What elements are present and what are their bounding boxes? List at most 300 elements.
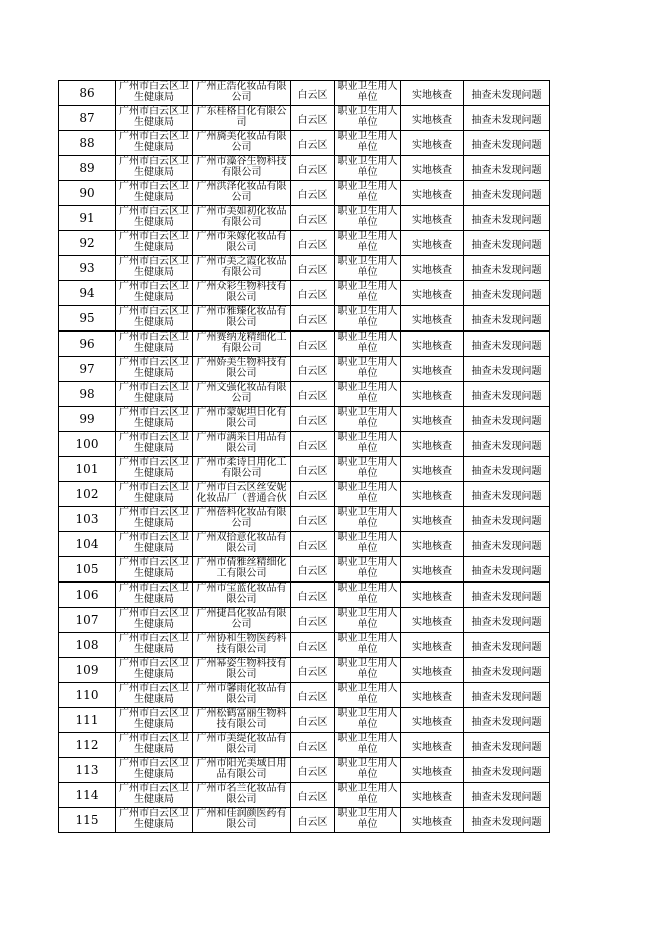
district-cell: 白云区 xyxy=(291,256,335,281)
agency-cell xyxy=(116,532,193,557)
company-cell-line-2: 限公司 xyxy=(226,292,257,303)
unit-type-cell-text xyxy=(335,683,400,707)
company-cell xyxy=(193,557,291,583)
district-cell: 白云区 xyxy=(291,357,335,382)
method-cell: 实地核查 xyxy=(401,181,464,206)
unit-type-cell xyxy=(335,281,401,306)
row-number: 92 xyxy=(59,231,116,256)
agency-cell-line-2: 生健康局 xyxy=(134,142,174,153)
company-cell-line-1: 广州蓓科化妆品有限 xyxy=(196,507,287,518)
unit-type-cell-line-2: 单位 xyxy=(357,493,378,504)
company-cell xyxy=(193,633,291,658)
result-cell: 抽查未发现问题 xyxy=(464,106,550,131)
agency-cell-line-2: 生健康局 xyxy=(134,92,174,103)
agency-cell-line-2: 生健康局 xyxy=(134,493,174,504)
unit-type-cell-line-2: 单位 xyxy=(357,543,378,554)
result-cell: 抽查未发现问题 xyxy=(464,256,550,281)
company-cell-line-1: 广州市满采日用品有 xyxy=(196,432,287,443)
unit-type-cell-line-1: 职业卫生用人 xyxy=(337,281,398,292)
company-cell-text xyxy=(193,256,290,280)
company-cell xyxy=(193,331,291,357)
table-row xyxy=(59,181,550,206)
company-cell-text xyxy=(193,332,290,356)
unit-type-cell-line-2: 单位 xyxy=(357,794,378,805)
unit-type-cell-text xyxy=(335,131,400,155)
inspection-table xyxy=(58,80,550,833)
method-cell: 实地核查 xyxy=(401,608,464,633)
method-cell: 实地核查 xyxy=(401,306,464,332)
unit-type-cell-text xyxy=(335,357,400,381)
company-cell-line-1: 广州文强化妆品有限 xyxy=(196,382,287,393)
company-cell-text xyxy=(193,532,290,556)
unit-type-cell-line-1: 职业卫生用人 xyxy=(337,683,398,694)
district-cell: 白云区 xyxy=(291,532,335,557)
company-cell-line-1: 广州洪泽化妆品有限 xyxy=(196,181,287,192)
agency-cell-text xyxy=(116,432,192,456)
row-number: 106 xyxy=(59,582,116,608)
agency-cell-line-2: 生健康局 xyxy=(134,317,174,328)
agency-cell xyxy=(116,733,193,758)
district-cell: 白云区 xyxy=(291,482,335,507)
method-cell: 实地核查 xyxy=(401,382,464,407)
unit-type-cell-line-2: 单位 xyxy=(357,594,378,605)
result-cell: 抽查未发现问题 xyxy=(464,231,550,256)
unit-type-cell-line-1: 职业卫生用人 xyxy=(337,507,398,518)
unit-type-cell-line-1: 职业卫生用人 xyxy=(337,608,398,619)
result-cell: 抽查未发现问题 xyxy=(464,81,550,106)
district-cell: 白云区 xyxy=(291,181,335,206)
table-row xyxy=(59,131,550,156)
agency-cell-text xyxy=(116,708,192,732)
table-row xyxy=(59,382,550,407)
company-cell xyxy=(193,658,291,683)
table-row xyxy=(59,708,550,733)
agency-cell xyxy=(116,582,193,608)
unit-type-cell-line-2: 单位 xyxy=(357,368,378,379)
agency-cell-line-2: 生健康局 xyxy=(134,594,174,605)
row-number: 90 xyxy=(59,181,116,206)
company-cell xyxy=(193,532,291,557)
agency-cell-line-1: 广州市白云区卫 xyxy=(119,507,189,518)
agency-cell-line-2: 生健康局 xyxy=(134,669,174,680)
table-row xyxy=(59,432,550,457)
company-cell xyxy=(193,256,291,281)
company-cell-line-1: 广州正浩化妆品有限 xyxy=(196,81,287,92)
company-cell-line-1: 广州市美如初化妆品 xyxy=(196,206,287,217)
agency-cell-text xyxy=(116,81,192,105)
district-cell: 白云区 xyxy=(291,758,335,783)
unit-type-cell-line-2: 单位 xyxy=(357,819,378,830)
company-cell-line-1: 广州市倩雅丝精细化 xyxy=(196,557,287,568)
company-cell-text xyxy=(193,457,290,481)
company-cell-line-2: 限公司 xyxy=(226,317,257,328)
unit-type-cell xyxy=(335,81,401,106)
unit-type-cell-text xyxy=(335,256,400,280)
agency-cell-line-1: 广州市白云区卫 xyxy=(119,532,189,543)
unit-type-cell xyxy=(335,432,401,457)
row-number: 107 xyxy=(59,608,116,633)
unit-type-cell xyxy=(335,783,401,808)
agency-cell-line-1: 广州市白云区卫 xyxy=(119,583,189,594)
agency-cell-text xyxy=(116,733,192,757)
company-cell-text xyxy=(193,608,290,632)
company-cell xyxy=(193,407,291,432)
unit-type-cell-line-1: 职业卫生用人 xyxy=(337,457,398,468)
company-cell-line-1: 广州市柔诗日用化工 xyxy=(196,457,287,468)
unit-type-cell xyxy=(335,633,401,658)
unit-type-cell xyxy=(335,357,401,382)
company-cell-line-1: 广州市蒙妮坦日化有 xyxy=(196,407,287,418)
unit-type-cell-text xyxy=(335,708,400,732)
method-cell: 实地核查 xyxy=(401,758,464,783)
agency-cell-line-1: 广州市白云区卫 xyxy=(119,407,189,418)
table-row xyxy=(59,608,550,633)
agency-cell-line-2: 生健康局 xyxy=(134,543,174,554)
company-cell xyxy=(193,382,291,407)
company-cell-line-1: 广州市名兰化妆品有 xyxy=(196,783,287,794)
result-cell: 抽查未发现问题 xyxy=(464,608,550,633)
unit-type-cell-line-2: 单位 xyxy=(357,443,378,454)
agency-cell-line-1: 广州市白云区卫 xyxy=(119,231,189,242)
agency-cell xyxy=(116,407,193,432)
agency-cell-text xyxy=(116,457,192,481)
district-cell: 白云区 xyxy=(291,457,335,482)
agency-cell xyxy=(116,432,193,457)
company-cell-text xyxy=(193,507,290,531)
agency-cell-line-1: 广州市白云区卫 xyxy=(119,683,189,694)
agency-cell xyxy=(116,231,193,256)
company-cell-line-2: 限公司 xyxy=(226,242,257,253)
agency-cell-line-1: 广州市白云区卫 xyxy=(119,256,189,267)
agency-cell-line-1: 广州市白云区卫 xyxy=(119,733,189,744)
unit-type-cell-text xyxy=(335,783,400,807)
result-cell: 抽查未发现问题 xyxy=(464,281,550,306)
agency-cell-line-2: 生健康局 xyxy=(134,267,174,278)
agency-cell xyxy=(116,106,193,131)
company-cell-text xyxy=(193,231,290,255)
row-number: 87 xyxy=(59,106,116,131)
agency-cell-line-2: 生健康局 xyxy=(134,819,174,830)
agency-cell xyxy=(116,281,193,306)
unit-type-cell-text xyxy=(335,206,400,230)
result-cell: 抽查未发现问题 xyxy=(464,382,550,407)
agency-cell-line-1: 广州市白云区卫 xyxy=(119,482,189,493)
unit-type-cell-line-1: 职业卫生用人 xyxy=(337,181,398,192)
agency-cell xyxy=(116,758,193,783)
method-cell: 实地核查 xyxy=(401,557,464,583)
district-cell: 白云区 xyxy=(291,206,335,231)
agency-cell-text xyxy=(116,181,192,205)
company-cell xyxy=(193,306,291,332)
row-number: 103 xyxy=(59,507,116,532)
company-cell-text xyxy=(193,131,290,155)
unit-type-cell-line-2: 单位 xyxy=(357,92,378,103)
agency-cell xyxy=(116,457,193,482)
unit-type-cell xyxy=(335,407,401,432)
table-row xyxy=(59,557,550,583)
unit-type-cell xyxy=(335,106,401,131)
company-cell-text xyxy=(193,658,290,682)
district-cell: 白云区 xyxy=(291,733,335,758)
method-cell: 实地核查 xyxy=(401,81,464,106)
row-number: 108 xyxy=(59,633,116,658)
method-cell: 实地核查 xyxy=(401,783,464,808)
company-cell-text xyxy=(193,583,290,607)
company-cell-line-2: 公司 xyxy=(231,192,252,203)
unit-type-cell-line-1: 职业卫生用人 xyxy=(337,332,398,343)
company-cell-line-2: 化妆品厂（普通合伙 xyxy=(196,493,287,504)
company-cell xyxy=(193,231,291,256)
district-cell: 白云区 xyxy=(291,507,335,532)
company-cell-line-1: 广州市美之霞化妆品 xyxy=(196,256,287,267)
company-cell-line-2: 工有限公司 xyxy=(216,568,267,579)
unit-type-cell-line-1: 职业卫生用人 xyxy=(337,306,398,317)
company-cell-text xyxy=(193,106,290,130)
unit-type-cell-line-1: 职业卫生用人 xyxy=(337,708,398,719)
agency-cell-text xyxy=(116,357,192,381)
agency-cell-text xyxy=(116,407,192,431)
unit-type-cell xyxy=(335,256,401,281)
agency-cell-line-1: 广州市白云区卫 xyxy=(119,658,189,669)
agency-cell-text xyxy=(116,557,192,581)
row-number: 97 xyxy=(59,357,116,382)
method-cell: 实地核查 xyxy=(401,256,464,281)
agency-cell xyxy=(116,181,193,206)
unit-type-cell xyxy=(335,507,401,532)
unit-type-cell-text xyxy=(335,482,400,506)
company-cell-text xyxy=(193,633,290,657)
agency-cell xyxy=(116,783,193,808)
agency-cell-text xyxy=(116,281,192,305)
agency-cell-line-1: 广州市白云区卫 xyxy=(119,106,189,117)
method-cell: 实地核查 xyxy=(401,482,464,507)
table-row xyxy=(59,281,550,306)
row-number: 91 xyxy=(59,206,116,231)
agency-cell-line-1: 广州市白云区卫 xyxy=(119,457,189,468)
row-number: 96 xyxy=(59,331,116,357)
table-row xyxy=(59,758,550,783)
agency-cell xyxy=(116,331,193,357)
company-cell xyxy=(193,733,291,758)
company-cell-line-1: 广州众彩生物科技有 xyxy=(196,281,287,292)
agency-cell-line-2: 生健康局 xyxy=(134,719,174,730)
agency-cell-line-1: 广州市白云区卫 xyxy=(119,633,189,644)
row-number: 94 xyxy=(59,281,116,306)
company-cell xyxy=(193,81,291,106)
district-cell: 白云区 xyxy=(291,382,335,407)
unit-type-cell-line-1: 职业卫生用人 xyxy=(337,382,398,393)
agency-cell xyxy=(116,131,193,156)
unit-type-cell xyxy=(335,306,401,332)
result-cell: 抽查未发现问题 xyxy=(464,482,550,507)
table-row xyxy=(59,683,550,708)
company-cell-text xyxy=(193,306,290,330)
company-cell-line-2: 限公司 xyxy=(226,443,257,454)
agency-cell-line-1: 广州市白云区卫 xyxy=(119,131,189,142)
agency-cell-text xyxy=(116,306,192,330)
table-row xyxy=(59,658,550,683)
company-cell-text xyxy=(193,683,290,707)
row-number: 98 xyxy=(59,382,116,407)
company-cell-text xyxy=(193,783,290,807)
company-cell xyxy=(193,432,291,457)
agency-cell-line-1: 广州市白云区卫 xyxy=(119,156,189,167)
unit-type-cell-text xyxy=(335,758,400,782)
company-cell xyxy=(193,206,291,231)
agency-cell-line-2: 生健康局 xyxy=(134,393,174,404)
result-cell: 抽查未发现问题 xyxy=(464,758,550,783)
company-cell-line-2: 限公司 xyxy=(226,744,257,755)
company-cell-line-1: 广州市宝蓝化妆品有 xyxy=(196,583,287,594)
result-cell: 抽查未发现问题 xyxy=(464,181,550,206)
company-cell xyxy=(193,281,291,306)
table-row xyxy=(59,582,550,608)
company-cell-line-1: 广州市馨雨化妆品有 xyxy=(196,683,287,694)
unit-type-cell-line-1: 职业卫生用人 xyxy=(337,583,398,594)
table-row xyxy=(59,206,550,231)
row-number: 114 xyxy=(59,783,116,808)
agency-cell xyxy=(116,658,193,683)
unit-type-cell-text xyxy=(335,156,400,180)
unit-type-cell xyxy=(335,733,401,758)
company-cell-line-1: 广州市雅臻化妆品有 xyxy=(196,306,287,317)
company-cell-text xyxy=(193,432,290,456)
unit-type-cell xyxy=(335,608,401,633)
company-cell-line-2: 有限公司 xyxy=(221,343,262,354)
unit-type-cell-text xyxy=(335,457,400,481)
company-cell-text xyxy=(193,808,290,832)
company-cell-text xyxy=(193,357,290,381)
table-row xyxy=(59,156,550,181)
agency-cell-text xyxy=(116,332,192,356)
agency-cell-line-2: 生健康局 xyxy=(134,619,174,630)
method-cell: 实地核查 xyxy=(401,733,464,758)
row-number: 110 xyxy=(59,683,116,708)
method-cell: 实地核查 xyxy=(401,658,464,683)
agency-cell xyxy=(116,708,193,733)
result-cell: 抽查未发现问题 xyxy=(464,206,550,231)
unit-type-cell-text xyxy=(335,733,400,757)
company-cell-line-2: 限公司 xyxy=(226,794,257,805)
district-cell: 白云区 xyxy=(291,106,335,131)
unit-type-cell-line-2: 单位 xyxy=(357,468,378,479)
unit-type-cell-line-1: 职业卫生用人 xyxy=(337,808,398,819)
agency-cell xyxy=(116,557,193,583)
unit-type-cell-line-2: 单位 xyxy=(357,769,378,780)
unit-type-cell-text xyxy=(335,81,400,105)
company-cell-line-2: 限公司 xyxy=(226,418,257,429)
agency-cell-line-1: 广州市白云区卫 xyxy=(119,783,189,794)
unit-type-cell-line-1: 职业卫生用人 xyxy=(337,357,398,368)
table-row xyxy=(59,457,550,482)
agency-cell-line-2: 生健康局 xyxy=(134,217,174,228)
company-cell xyxy=(193,582,291,608)
unit-type-cell-line-2: 单位 xyxy=(357,217,378,228)
unit-type-cell-text xyxy=(335,281,400,305)
unit-type-cell-text xyxy=(335,532,400,556)
company-cell xyxy=(193,708,291,733)
unit-type-cell-line-2: 单位 xyxy=(357,117,378,128)
company-cell-line-1: 广州协和生物医药科 xyxy=(196,633,287,644)
agency-cell-line-1: 广州市白云区卫 xyxy=(119,432,189,443)
table-row xyxy=(59,407,550,432)
company-cell xyxy=(193,507,291,532)
result-cell: 抽查未发现问题 xyxy=(464,783,550,808)
unit-type-cell-line-2: 单位 xyxy=(357,267,378,278)
agency-cell-line-2: 生健康局 xyxy=(134,568,174,579)
agency-cell-line-1: 广州市白云区卫 xyxy=(119,357,189,368)
company-cell xyxy=(193,783,291,808)
district-cell: 白云区 xyxy=(291,331,335,357)
unit-type-cell xyxy=(335,206,401,231)
company-cell-line-2: 公司 xyxy=(231,393,252,404)
unit-type-cell xyxy=(335,557,401,583)
agency-cell-text xyxy=(116,808,192,832)
unit-type-cell xyxy=(335,156,401,181)
agency-cell xyxy=(116,633,193,658)
company-cell-text xyxy=(193,708,290,732)
row-number: 99 xyxy=(59,407,116,432)
company-cell-line-2: 公司 xyxy=(231,619,252,630)
company-cell-line-2: 有限公司 xyxy=(221,468,262,479)
agency-cell-line-2: 生健康局 xyxy=(134,418,174,429)
unit-type-cell-line-1: 职业卫生用人 xyxy=(337,758,398,769)
unit-type-cell-text xyxy=(335,432,400,456)
unit-type-cell-line-1: 职业卫生用人 xyxy=(337,432,398,443)
unit-type-cell-line-2: 单位 xyxy=(357,142,378,153)
company-cell-line-1: 广州市采嫁化妆品有 xyxy=(196,231,287,242)
table-row xyxy=(59,783,550,808)
result-cell: 抽查未发现问题 xyxy=(464,131,550,156)
company-cell-line-2: 技有限公司 xyxy=(216,719,267,730)
company-cell xyxy=(193,131,291,156)
result-cell: 抽查未发现问题 xyxy=(464,507,550,532)
method-cell: 实地核查 xyxy=(401,582,464,608)
district-cell: 白云区 xyxy=(291,633,335,658)
method-cell: 实地核查 xyxy=(401,131,464,156)
agency-cell-line-2: 生健康局 xyxy=(134,242,174,253)
agency-cell-line-2: 生健康局 xyxy=(134,468,174,479)
unit-type-cell-line-2: 单位 xyxy=(357,744,378,755)
unit-type-cell-line-1: 职业卫生用人 xyxy=(337,256,398,267)
table-row xyxy=(59,808,550,833)
agency-cell-text xyxy=(116,758,192,782)
unit-type-cell xyxy=(335,331,401,357)
unit-type-cell-text xyxy=(335,633,400,657)
unit-type-cell-line-2: 单位 xyxy=(357,167,378,178)
unit-type-cell-line-2: 单位 xyxy=(357,292,378,303)
method-cell: 实地核查 xyxy=(401,231,464,256)
district-cell: 白云区 xyxy=(291,306,335,332)
district-cell: 白云区 xyxy=(291,658,335,683)
method-cell: 实地核查 xyxy=(401,407,464,432)
unit-type-cell-text xyxy=(335,583,400,607)
agency-cell-text xyxy=(116,156,192,180)
company-cell-line-2: 品有限公司 xyxy=(216,769,267,780)
agency-cell-text xyxy=(116,683,192,707)
unit-type-cell-text xyxy=(335,557,400,581)
result-cell: 抽查未发现问题 xyxy=(464,683,550,708)
company-cell-line-1: 广州捷昌化妆品有限 xyxy=(196,608,287,619)
unit-type-cell-line-2: 单位 xyxy=(357,644,378,655)
company-cell-line-2: 限公司 xyxy=(226,594,257,605)
row-number: 95 xyxy=(59,306,116,332)
unit-type-cell xyxy=(335,658,401,683)
agency-cell-line-2: 生健康局 xyxy=(134,167,174,178)
unit-type-cell-line-1: 职业卫生用人 xyxy=(337,407,398,418)
company-cell-line-2: 公司 xyxy=(231,92,252,103)
agency-cell-line-1: 广州市白云区卫 xyxy=(119,557,189,568)
